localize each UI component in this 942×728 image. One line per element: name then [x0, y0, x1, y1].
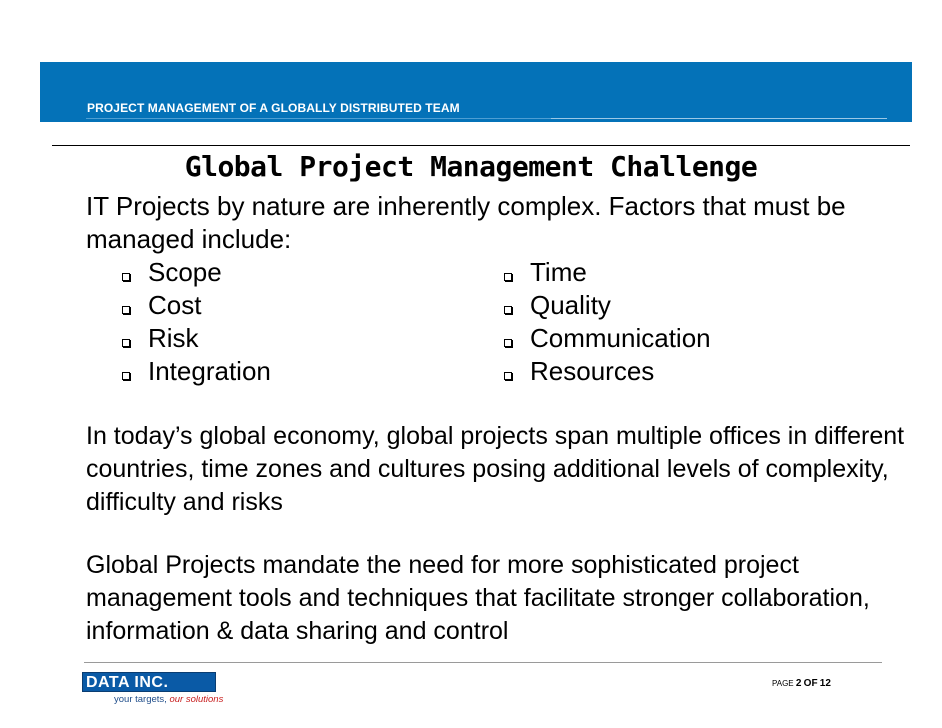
list-item — [504, 289, 711, 322]
list-item — [504, 256, 711, 289]
logo-wordmark: DATA INC. — [82, 672, 216, 692]
list-item-label: Scope — [148, 257, 222, 287]
header-rule — [551, 118, 887, 119]
list-item — [122, 256, 271, 289]
list-item-label: Integration — [148, 356, 271, 386]
list-item-label: Time — [530, 257, 587, 287]
list-item — [504, 322, 711, 355]
checkbox-bullet-icon — [504, 372, 512, 380]
checkbox-bullet-icon — [122, 372, 130, 380]
checkbox-bullet-icon — [504, 306, 512, 314]
factor-list-left — [122, 256, 271, 388]
list-item-label: Resources — [530, 356, 655, 386]
factor-list-right — [504, 256, 711, 388]
footer-divider — [84, 662, 882, 663]
page-current: 2 — [795, 678, 802, 689]
logo-tagline-part1: your targets, — [114, 694, 167, 705]
list-item-label: Cost — [148, 290, 202, 320]
list-item-label: Communication — [530, 323, 711, 353]
top-divider — [52, 145, 910, 146]
list-item — [504, 355, 711, 388]
slide-title: Global Project Management Challenge — [184, 150, 758, 183]
intro-text: IT Projects by nature are inherently complex. Factors that must be managed include: — [86, 191, 846, 254]
logo-tagline-part2: our solutions — [169, 694, 224, 705]
page-total: 12 — [819, 678, 831, 689]
page-of: OF — [803, 678, 818, 689]
paragraph-global-projects: Global Projects mandate the need for more sophisticated project management tools and techniques that facilitate stronger collaboration, information & data sharing and control — [86, 551, 870, 645]
list-item-label: Quality — [530, 290, 611, 320]
paragraph-global-economy: In today’s global economy, global projects span multiple offices in different countries, time zones and cultures posing additional levels of complexity, difficulty and risks — [86, 422, 905, 516]
checkbox-bullet-icon — [504, 273, 512, 281]
logo-tagline — [114, 694, 223, 705]
list-item — [122, 355, 271, 388]
page-label: PAGE — [772, 679, 794, 688]
checkbox-bullet-icon — [122, 339, 130, 347]
header-underline — [86, 118, 551, 119]
checkbox-bullet-icon — [122, 273, 130, 281]
header-title: PROJECT MANAGEMENT OF A GLOBALLY DISTRIBUTED TEAM — [87, 101, 460, 115]
checkbox-bullet-icon — [504, 339, 512, 347]
page-number — [772, 678, 831, 689]
company-logo — [82, 672, 222, 712]
list-item — [122, 322, 271, 355]
list-item — [122, 289, 271, 322]
checkbox-bullet-icon — [122, 306, 130, 314]
header-band — [40, 62, 912, 122]
list-item-label: Risk — [148, 323, 199, 353]
